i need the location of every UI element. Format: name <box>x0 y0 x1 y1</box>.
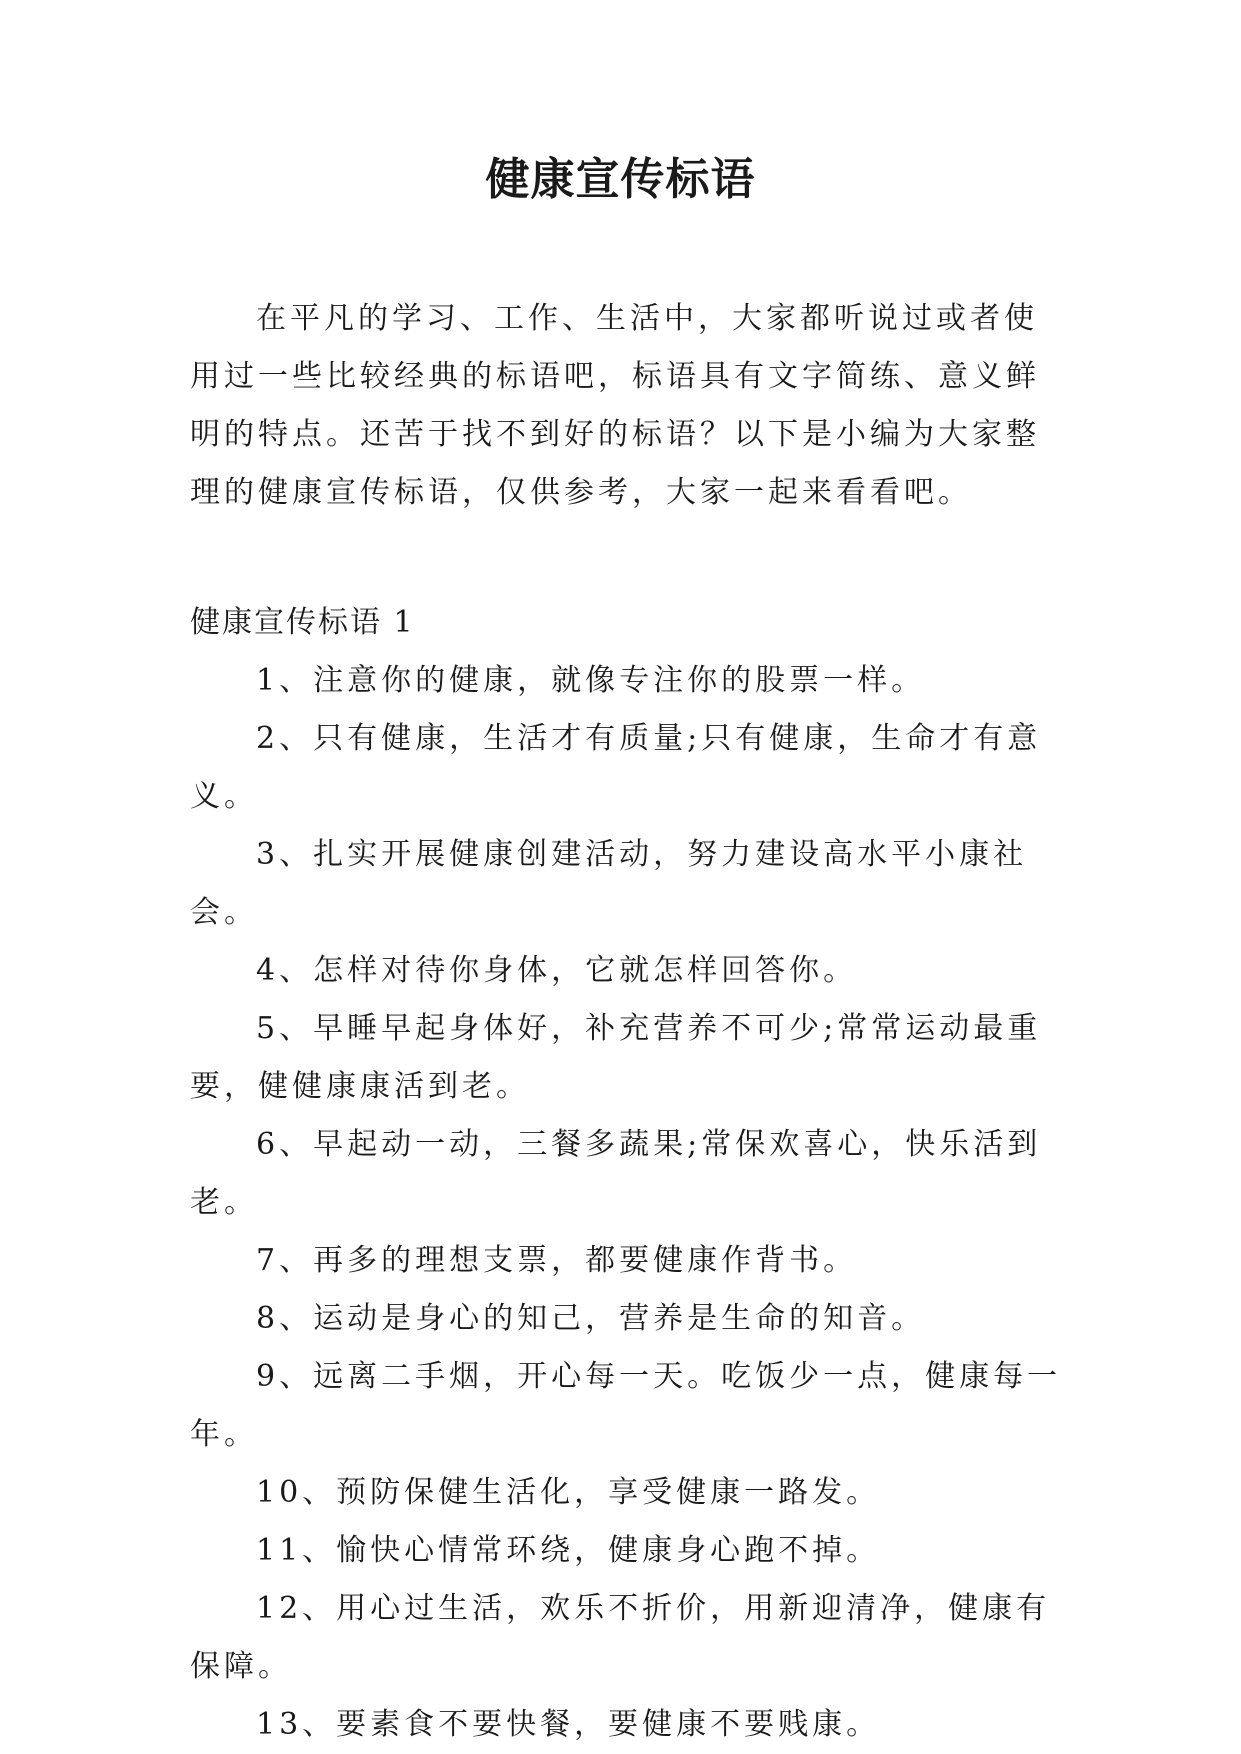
slogan-item: 13、要素食不要快餐，要健康不要贱康。 <box>256 1707 881 1742</box>
slogan-item: 10、预防保健生活化，享受健康一路发。 <box>256 1475 881 1510</box>
slogan-item: 1、注意你的健康，就像专注你的股票一样。 <box>256 663 926 698</box>
slogan-item: 5、早睡早起身体好，补充营养不可少;常常运动最重要，健健康康活到老。 <box>190 1011 1042 1104</box>
slogan-item: 12、用心过生活，欢乐不折价，用新迎清净，健康有保障。 <box>190 1591 1051 1684</box>
document-body <box>190 290 1070 1754</box>
document-title: 健康宣传标语 <box>485 154 756 205</box>
slogan-item: 8、运动是身心的知己，营养是生命的知音。 <box>256 1301 926 1336</box>
slogan-item: 3、扎实开展健康创建活动，努力建设高水平小康社会。 <box>190 837 1028 930</box>
slogan-item: 7、再多的理想支票，都要健康作背书。 <box>256 1243 858 1278</box>
slogan-item: 2、只有健康，生活才有质量;只有健康，生命才有意义。 <box>190 721 1042 814</box>
intro-paragraph: 在平凡的学习、工作、生活中，大家都听说过或者使用过一些比较经典的标语吧，标语具有文字简练、意义鲜明的特点。还苦于找不到好的标语？以下是小编为大家整理的健康宣传标语，仅供参考，大家一起来看看吧。 <box>190 301 1040 510</box>
section-heading: 健康宣传标语 1 <box>190 605 415 640</box>
slogan-item: 11、愉快心情常环绕，健康身心跑不掉。 <box>256 1533 881 1568</box>
slogan-item: 6、早起动一动，三餐多蔬果;常保欢喜心，快乐活到老。 <box>190 1127 1042 1220</box>
slogan-list <box>190 652 1070 1754</box>
slogan-item: 4、怎样对待你身体，它就怎样回答你。 <box>256 953 858 988</box>
slogan-item: 9、远离二手烟，开心每一天。吃饭少一点，健康每一年。 <box>190 1359 1062 1452</box>
